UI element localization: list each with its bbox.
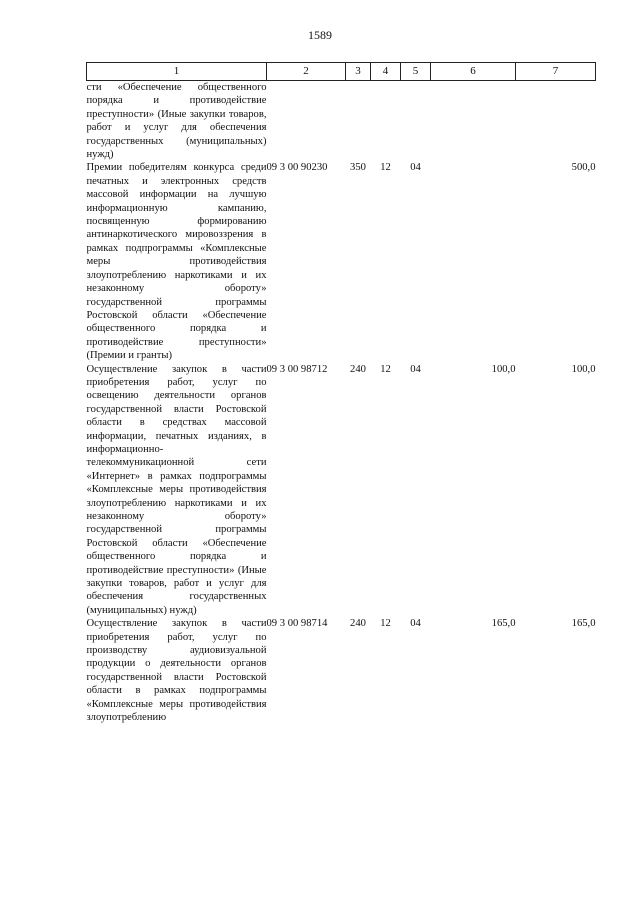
column-header-3: 3	[346, 63, 371, 81]
row-vr: 240	[350, 363, 366, 375]
row-vr: 240	[350, 618, 366, 630]
row-pr: 04	[410, 618, 421, 630]
column-header-4: 4	[371, 63, 401, 81]
column-header-6: 6	[431, 63, 516, 81]
column-header-1: 1	[87, 63, 267, 81]
row-rz: 12	[380, 363, 391, 375]
row-name: сти «Обеспечение общественного порядка и противодействие преступности» (Иные закупки товаров, работ и услуг для обеспечения государственных (муниципальных) нужд)	[86, 82, 267, 161]
row-code	[267, 81, 346, 162]
row-code: 09 3 00 98712	[266, 363, 328, 375]
header-row	[87, 63, 596, 81]
row-rz: 12	[380, 162, 391, 174]
row-sum-1	[431, 81, 516, 162]
page-number: 1589	[308, 28, 332, 42]
table-row	[87, 81, 596, 162]
row-sum-2: 500,0	[571, 162, 596, 174]
row-pr: 04	[410, 363, 421, 375]
row-pr	[401, 81, 431, 162]
table-row	[87, 363, 596, 618]
row-name: Осуществление закупок в части приобретения работ, услуг по освещению деятельности органов государственной власти Ростовской области в средствах массовой информации, печатных изданиях, в информационно-телекоммуникационной сети «Интернет» в рамках подпрограммы «Комплексные меры противодействия злоупотреблению наркотиками и их незаконному обороту» государственной программы Ростовской области «Обеспечение общественного порядка и противодействие преступности» (Иные закупки товаров, работ и услуг для обеспечения государственных (муниципальных) нужд)	[86, 363, 267, 616]
row-rz: 12	[380, 618, 391, 630]
column-header-5: 5	[401, 63, 431, 81]
table-row	[87, 617, 596, 724]
row-name: Осуществление закупок в части приобретения работ, услуг по производству аудиовизуальной продукции о деятельности органов государственной власти Ростовской области в рамках подпрограммы «Комплексные меры противодействия злоупотреблению	[86, 618, 267, 724]
row-pr: 04	[410, 162, 421, 174]
row-sum-2	[516, 81, 596, 162]
row-rz	[371, 81, 401, 162]
row-sum-2: 100,0	[571, 363, 596, 375]
row-code: 09 3 00 98714	[266, 618, 328, 630]
row-sum-2: 165,0	[571, 618, 596, 630]
row-sum-1: 100,0	[491, 363, 516, 375]
table-row	[87, 161, 596, 362]
row-sum-1	[431, 161, 516, 362]
row-code: 09 3 00 90230	[266, 162, 328, 174]
row-vr	[346, 81, 371, 162]
row-vr: 350	[350, 162, 366, 174]
budget-table	[86, 62, 596, 725]
column-header-7: 7	[516, 63, 596, 81]
row-sum-1: 165,0	[491, 618, 516, 630]
column-header-2: 2	[267, 63, 346, 81]
row-name: Премии победителям конкурса среди печатных и электронных средств массовой информации на лучшую информационную кампанию, посвященную формированию антинаркотического мировоззрения в рамках подпрограммы «Комплексные меры противодействия злоупотреблению наркотиками и их незаконному обороту» государственной программы Ростовской области «Обеспечение общественного порядка и противодействие преступности» (Премии и гранты)	[86, 162, 267, 362]
